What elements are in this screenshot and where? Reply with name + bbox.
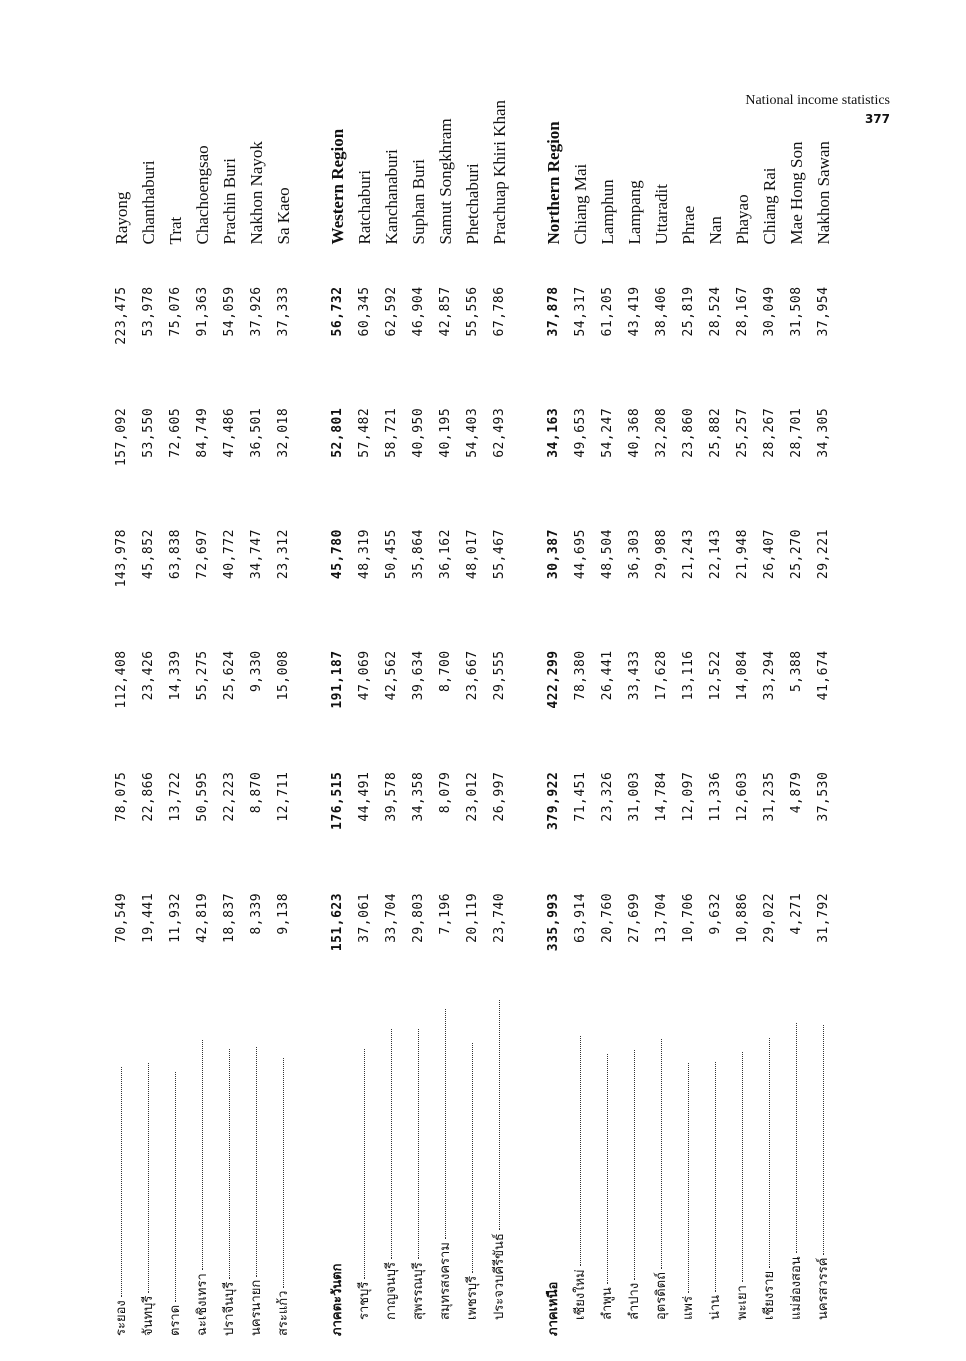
- thai-name-cell: [405, 1000, 432, 1340]
- english-name-cell: Western Region: [328, 128, 347, 245]
- value-cell-1: 8,339: [249, 892, 264, 935]
- value-cell-5: 23,860: [681, 407, 696, 458]
- page-number: 377: [864, 112, 890, 126]
- value-cell-1: 11,932: [168, 892, 183, 943]
- value-cell-1: 9,138: [276, 892, 291, 935]
- value-cell-1: 335,993: [546, 892, 561, 952]
- value-cell-2: 13,722: [168, 771, 183, 822]
- thai-name-cell: [702, 1000, 729, 1340]
- value-cell-6: 25,819: [681, 286, 696, 337]
- thai-name: แม่ฮ่องสอน: [789, 1256, 804, 1320]
- thai-name-cell: [783, 1000, 810, 1340]
- spacer-row: [513, 100, 540, 1340]
- value-cell-3: 12,522: [708, 650, 723, 701]
- value-cell-6: 223,475: [114, 286, 129, 345]
- thai-name-cell: [216, 1000, 243, 1340]
- value-cell-5: 40,368: [627, 407, 642, 458]
- value-cell-3: 47,069: [357, 650, 372, 701]
- thai-name: พะเยา: [735, 1285, 750, 1320]
- table-row: [621, 100, 648, 1340]
- value-cell-3: 13,116: [681, 650, 696, 701]
- value-cell-5: 72,605: [168, 407, 183, 458]
- value-cell-6: 46,904: [411, 286, 426, 337]
- value-cell-4: 30,387: [546, 529, 561, 580]
- value-cell-1: 7,196: [438, 892, 453, 935]
- thai-name-cell: [621, 1000, 648, 1340]
- thai-name-cell: [189, 1000, 216, 1340]
- value-cell-2: 37,530: [816, 771, 831, 822]
- value-cell-5: 40,950: [411, 407, 426, 458]
- value-cell-5: 47,486: [222, 407, 237, 458]
- english-name-cell: Uttaradit: [652, 184, 671, 245]
- thai-name: น่าน: [708, 1294, 723, 1320]
- dot-leader: [228, 1049, 230, 1279]
- value-cell-5: 57,482: [357, 407, 372, 458]
- thai-name: ภาคเหนือ: [546, 1281, 561, 1336]
- thai-name: ระยอง: [114, 1300, 129, 1336]
- value-cell-1: 70,549: [114, 892, 129, 943]
- english-name-cell: Nakhon Sawan: [814, 141, 833, 245]
- value-cell-6: 62,592: [384, 286, 399, 337]
- value-cell-4: 26,407: [762, 529, 777, 580]
- region-row: [324, 100, 351, 1340]
- value-cell-3: 191,187: [330, 650, 345, 709]
- english-name-cell: Nan: [706, 216, 725, 245]
- value-cell-2: 14,784: [654, 771, 669, 822]
- value-cell-2: 12,711: [276, 771, 291, 822]
- table-row: [351, 100, 378, 1340]
- value-cell-1: 20,119: [465, 892, 480, 943]
- statistics-table-rotated: [108, 100, 868, 1340]
- table-row: [675, 100, 702, 1340]
- value-cell-2: 31,235: [762, 771, 777, 822]
- english-name-cell: Nakhon Nayok: [247, 141, 266, 245]
- table-row: [162, 100, 189, 1340]
- dot-leader: [822, 1025, 824, 1255]
- value-cell-6: 28,524: [708, 286, 723, 337]
- value-cell-5: 54,247: [600, 407, 615, 458]
- table-row: [243, 100, 270, 1340]
- dot-leader: [201, 1040, 203, 1270]
- value-cell-3: 29,555: [492, 650, 507, 701]
- value-cell-2: 176,515: [330, 771, 345, 830]
- thai-name: ลำพูน: [600, 1287, 615, 1320]
- thai-name: นครสวรรค์: [816, 1257, 831, 1320]
- value-cell-6: 31,508: [789, 286, 804, 337]
- value-cell-5: 53,550: [141, 407, 156, 458]
- value-cell-5: 84,749: [195, 407, 210, 458]
- thai-name-cell: [594, 1000, 621, 1340]
- income-table-body: [108, 100, 837, 1340]
- value-cell-4: 23,312: [276, 529, 291, 580]
- dot-leader: [741, 1052, 743, 1282]
- table-row: [594, 100, 621, 1340]
- dot-leader: [714, 1062, 716, 1292]
- thai-name-cell: [756, 1000, 783, 1340]
- thai-name: ราชบุรี: [357, 1281, 372, 1320]
- value-cell-1: 4,271: [789, 892, 804, 935]
- table-row: [567, 100, 594, 1340]
- table-row: [270, 100, 297, 1340]
- value-cell-1: 9,632: [708, 892, 723, 935]
- table-row: [486, 100, 513, 1340]
- value-cell-6: 37,333: [276, 286, 291, 337]
- value-cell-3: 14,084: [735, 650, 750, 701]
- value-cell-2: 22,223: [222, 771, 237, 822]
- value-cell-1: 19,441: [141, 892, 156, 943]
- value-cell-2: 4,879: [789, 771, 804, 814]
- value-cell-1: 33,704: [384, 892, 399, 943]
- value-cell-4: 45,780: [330, 529, 345, 580]
- value-cell-6: 55,556: [465, 286, 480, 337]
- dot-leader: [768, 1038, 770, 1268]
- value-cell-2: 39,578: [384, 771, 399, 822]
- value-cell-1: 13,704: [654, 892, 669, 943]
- value-cell-5: 32,018: [276, 407, 291, 458]
- value-cell-6: 30,049: [762, 286, 777, 337]
- value-cell-4: 48,017: [465, 529, 480, 580]
- thai-name-cell: [378, 1000, 405, 1340]
- thai-name: ปราจีนบุรี: [222, 1281, 237, 1336]
- thai-name: สมุทรสงคราม: [438, 1242, 453, 1320]
- spacer-row: [297, 100, 324, 1340]
- thai-name: ลำปาง: [627, 1282, 642, 1320]
- table-row: [405, 100, 432, 1340]
- thai-name-cell: [486, 1000, 513, 1340]
- value-cell-5: 28,267: [762, 407, 777, 458]
- thai-name: สุพรรณบุรี: [411, 1262, 426, 1320]
- thai-name-cell: [351, 1000, 378, 1340]
- thai-name: ประจวบคีรีขันธ์: [492, 1233, 507, 1320]
- value-cell-1: 20,760: [600, 892, 615, 943]
- value-cell-6: 37,878: [546, 286, 561, 337]
- value-cell-6: 53,978: [141, 286, 156, 337]
- english-name-cell: Northern Region: [544, 121, 563, 245]
- value-cell-3: 33,294: [762, 650, 777, 701]
- value-cell-3: 42,562: [384, 650, 399, 701]
- english-name-cell: Chiang Mai: [571, 163, 590, 245]
- value-cell-2: 44,491: [357, 771, 372, 822]
- value-cell-3: 112,408: [114, 650, 129, 709]
- value-cell-3: 33,433: [627, 650, 642, 701]
- value-cell-5: 36,501: [249, 407, 264, 458]
- running-title: National income statistics: [745, 93, 890, 108]
- value-cell-2: 50,595: [195, 771, 210, 822]
- value-cell-4: 44,695: [573, 529, 588, 580]
- value-cell-4: 45,852: [141, 529, 156, 580]
- value-cell-2: 26,997: [492, 771, 507, 822]
- thai-name-cell: [810, 1000, 837, 1340]
- value-cell-5: 34,163: [546, 407, 561, 458]
- value-cell-1: 29,022: [762, 892, 777, 943]
- thai-name-cell: [108, 1000, 135, 1340]
- value-cell-4: 25,270: [789, 529, 804, 580]
- value-cell-6: 91,363: [195, 286, 210, 337]
- thai-name: เชียงใหม่: [573, 1269, 588, 1320]
- value-cell-5: 49,653: [573, 407, 588, 458]
- thai-name: ตราด: [168, 1304, 183, 1336]
- value-cell-3: 39,634: [411, 650, 426, 701]
- value-cell-6: 37,926: [249, 286, 264, 337]
- value-cell-2: 11,336: [708, 771, 723, 822]
- value-cell-1: 29,803: [411, 892, 426, 943]
- thai-name: ฉะเชิงเทรา: [195, 1273, 210, 1336]
- value-cell-5: 58,721: [384, 407, 399, 458]
- value-cell-2: 34,358: [411, 771, 426, 822]
- dot-leader: [795, 1023, 797, 1253]
- value-cell-1: 10,706: [681, 892, 696, 943]
- table-row: [783, 100, 810, 1340]
- english-name-cell: Phayao: [733, 194, 752, 245]
- value-cell-6: 67,786: [492, 286, 507, 337]
- table-row: [189, 100, 216, 1340]
- dot-leader: [687, 1063, 689, 1293]
- value-cell-2: 31,003: [627, 771, 642, 822]
- spacer-cell: [513, 100, 540, 1340]
- value-cell-5: 157,092: [114, 407, 129, 467]
- value-cell-3: 8,700: [438, 650, 453, 693]
- thai-name: เพชรบุรี: [465, 1275, 480, 1320]
- value-cell-2: 12,097: [681, 771, 696, 822]
- value-cell-5: 28,701: [789, 407, 804, 458]
- value-cell-3: 23,667: [465, 650, 480, 701]
- value-cell-3: 422,299: [546, 650, 561, 709]
- english-name-cell: Chanthaburi: [139, 160, 158, 245]
- value-cell-4: 36,303: [627, 529, 642, 580]
- value-cell-4: 48,504: [600, 529, 615, 580]
- dot-leader: [498, 1000, 500, 1230]
- dot-leader: [471, 1043, 473, 1273]
- thai-name: ภาคตะวันตก: [330, 1263, 345, 1336]
- thai-name: จันทบุรี: [141, 1295, 156, 1336]
- dot-leader: [417, 1029, 419, 1259]
- value-cell-6: 54,317: [573, 286, 588, 337]
- value-cell-2: 379,922: [546, 771, 561, 830]
- value-cell-2: 78,075: [114, 771, 129, 822]
- value-cell-6: 61,205: [600, 286, 615, 337]
- value-cell-5: 25,882: [708, 407, 723, 458]
- dot-leader: [174, 1072, 176, 1302]
- english-name-cell: Rayong: [112, 191, 131, 245]
- value-cell-2: 71,451: [573, 771, 588, 822]
- value-cell-5: 52,801: [330, 407, 345, 458]
- table-row: [216, 100, 243, 1340]
- value-cell-3: 41,674: [816, 650, 831, 701]
- dot-leader: [120, 1067, 122, 1297]
- thai-name-cell: [162, 1000, 189, 1340]
- dot-leader: [633, 1050, 635, 1280]
- value-cell-4: 29,988: [654, 529, 669, 580]
- thai-name-cell: [324, 1000, 351, 1340]
- english-name-cell: Lamphun: [598, 179, 617, 245]
- income-table: [108, 100, 837, 1340]
- dot-leader: [147, 1063, 149, 1293]
- value-cell-4: 63,838: [168, 529, 183, 580]
- english-name-cell: Lampang: [625, 180, 644, 245]
- thai-name-cell: [135, 1000, 162, 1340]
- table-row: [756, 100, 783, 1340]
- value-cell-6: 38,406: [654, 286, 669, 337]
- english-name-cell: Ratchaburi: [355, 169, 374, 245]
- thai-name-cell: [648, 1000, 675, 1340]
- value-cell-2: 23,326: [600, 771, 615, 822]
- value-cell-4: 21,948: [735, 529, 750, 580]
- dot-leader: [606, 1054, 608, 1284]
- dot-leader: [255, 1047, 257, 1277]
- value-cell-3: 5,388: [789, 650, 804, 693]
- value-cell-1: 31,792: [816, 892, 831, 943]
- table-row: [135, 100, 162, 1340]
- english-name-cell: Mae Hong Son: [787, 141, 806, 245]
- value-cell-3: 55,275: [195, 650, 210, 701]
- table-row: [702, 100, 729, 1340]
- english-name-cell: Suphan Buri: [409, 158, 428, 245]
- value-cell-4: 50,455: [384, 529, 399, 580]
- value-cell-2: 12,603: [735, 771, 750, 822]
- spacer-cell: [297, 100, 324, 1340]
- english-name-cell: Kanchanaburi: [382, 149, 401, 245]
- value-cell-4: 55,467: [492, 529, 507, 580]
- english-name-cell: Prachuap Khiri Khan: [490, 100, 509, 245]
- dot-leader: [579, 1036, 581, 1266]
- region-row: [540, 100, 567, 1340]
- value-cell-5: 34,305: [816, 407, 831, 458]
- thai-name: นครนายก: [249, 1279, 264, 1336]
- thai-name: แพร่: [681, 1296, 696, 1320]
- thai-name-cell: [243, 1000, 270, 1340]
- value-cell-5: 32,208: [654, 407, 669, 458]
- thai-name: เชียงราย: [762, 1270, 777, 1320]
- value-cell-1: 63,914: [573, 892, 588, 943]
- value-cell-4: 48,319: [357, 529, 372, 580]
- thai-name-cell: [459, 1000, 486, 1340]
- value-cell-3: 14,339: [168, 650, 183, 701]
- value-cell-5: 54,403: [465, 407, 480, 458]
- value-cell-1: 23,740: [492, 892, 507, 943]
- thai-name-cell: [567, 1000, 594, 1340]
- table-row: [378, 100, 405, 1340]
- value-cell-3: 25,624: [222, 650, 237, 701]
- value-cell-1: 42,819: [195, 892, 210, 943]
- value-cell-4: 22,143: [708, 529, 723, 580]
- value-cell-2: 8,870: [249, 771, 264, 814]
- value-cell-4: 35,864: [411, 529, 426, 580]
- value-cell-5: 25,257: [735, 407, 750, 458]
- dot-leader: [660, 1039, 662, 1269]
- value-cell-5: 62,493: [492, 407, 507, 458]
- thai-name-cell: [729, 1000, 756, 1340]
- value-cell-2: 22,866: [141, 771, 156, 822]
- table-row: [459, 100, 486, 1340]
- value-cell-4: 72,697: [195, 529, 210, 580]
- value-cell-1: 27,699: [627, 892, 642, 943]
- value-cell-1: 151,623: [330, 892, 345, 952]
- table-row: [810, 100, 837, 1340]
- value-cell-4: 36,162: [438, 529, 453, 580]
- dot-leader: [363, 1049, 365, 1279]
- value-cell-1: 10,886: [735, 892, 750, 943]
- value-cell-4: 40,772: [222, 529, 237, 580]
- value-cell-6: 56,732: [330, 286, 345, 337]
- value-cell-1: 37,061: [357, 892, 372, 943]
- value-cell-4: 34,747: [249, 529, 264, 580]
- table-row: [729, 100, 756, 1340]
- english-name-cell: Phetchaburi: [463, 163, 482, 245]
- value-cell-2: 23,012: [465, 771, 480, 822]
- thai-name-cell: [540, 1000, 567, 1340]
- value-cell-5: 40,195: [438, 407, 453, 458]
- thai-name-cell: [432, 1000, 459, 1340]
- english-name-cell: Chachoengsao: [193, 145, 212, 245]
- value-cell-3: 17,628: [654, 650, 669, 701]
- dot-leader: [444, 1009, 446, 1239]
- thai-name-cell: [270, 1000, 297, 1340]
- value-cell-3: 15,008: [276, 650, 291, 701]
- english-name-cell: Sa Kaeo: [274, 187, 293, 245]
- value-cell-6: 54,059: [222, 286, 237, 337]
- english-name-cell: Prachin Buri: [220, 158, 239, 245]
- thai-name: อุตรดิตถ์: [654, 1272, 669, 1320]
- value-cell-6: 42,857: [438, 286, 453, 337]
- value-cell-6: 37,954: [816, 286, 831, 337]
- value-cell-4: 29,221: [816, 529, 831, 580]
- value-cell-4: 21,243: [681, 529, 696, 580]
- value-cell-3: 23,426: [141, 650, 156, 701]
- table-row: [108, 100, 135, 1340]
- english-name-cell: Samut Songkhram: [436, 118, 455, 245]
- value-cell-3: 78,380: [573, 650, 588, 701]
- value-cell-6: 75,076: [168, 286, 183, 337]
- table-row: [432, 100, 459, 1340]
- thai-name: สระแก้ว: [276, 1290, 291, 1336]
- value-cell-1: 18,837: [222, 892, 237, 943]
- english-name-cell: Trat: [166, 216, 185, 245]
- value-cell-4: 143,978: [114, 529, 129, 588]
- english-name-cell: Chiang Rai: [760, 167, 779, 245]
- value-cell-6: 60,345: [357, 286, 372, 337]
- thai-name: กาญจนบุรี: [384, 1262, 399, 1320]
- value-cell-6: 28,167: [735, 286, 750, 337]
- dot-leader: [390, 1029, 392, 1259]
- value-cell-2: 8,079: [438, 771, 453, 814]
- english-name-cell: Phrae: [679, 205, 698, 245]
- table-row: [648, 100, 675, 1340]
- dot-leader: [282, 1058, 284, 1288]
- value-cell-6: 43,419: [627, 286, 642, 337]
- value-cell-3: 26,441: [600, 650, 615, 701]
- value-cell-3: 9,330: [249, 650, 264, 693]
- thai-name-cell: [675, 1000, 702, 1340]
